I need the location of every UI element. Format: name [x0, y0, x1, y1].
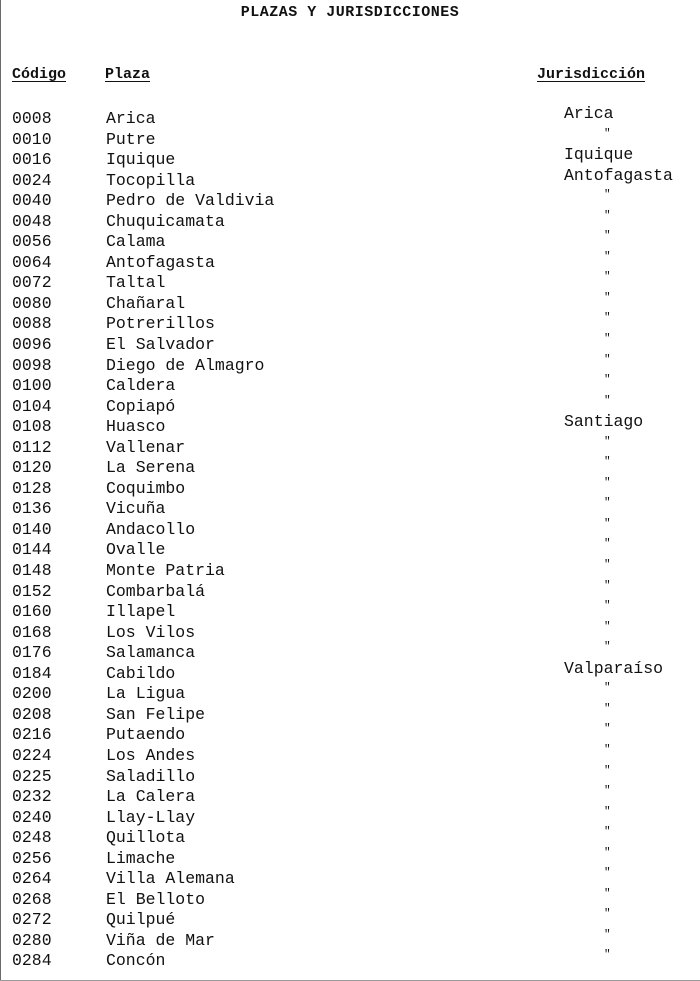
jurisdiccion-ditto-mark: " [604, 209, 611, 222]
codigo-cell: 0072 [12, 273, 52, 293]
codigo-cell: 0284 [12, 951, 52, 971]
plaza-cell: La Calera [106, 787, 196, 807]
plaza-cell: Vicuña [106, 499, 166, 519]
codigo-cell: 0225 [12, 766, 52, 786]
jurisdiccion-ditto-mark: " [604, 723, 611, 736]
table-row [0, 658, 700, 685]
plaza-cell: Diego de Almagro [106, 355, 265, 375]
plaza-cell: Monte Patria [106, 561, 225, 581]
table-row [0, 314, 700, 335]
table-row [0, 743, 700, 767]
codigo-cell: 0168 [12, 622, 52, 642]
table-row [0, 209, 700, 233]
plaza-cell: Saladillo [106, 766, 196, 786]
jurisdiccion-ditto-mark: " [604, 476, 611, 489]
codigo-cell: 0272 [12, 910, 52, 930]
codigo-cell: 0112 [12, 437, 52, 457]
table-row [0, 499, 700, 520]
codigo-cell: 0176 [12, 643, 52, 663]
column-header-plaza: Plaza [105, 66, 151, 83]
codigo-cell: 0256 [12, 848, 52, 868]
plaza-cell: Ovalle [106, 540, 166, 560]
codigo-cell: 0080 [12, 293, 52, 313]
column-header-codigo: Código [12, 66, 67, 83]
codigo-cell: 0098 [12, 355, 52, 375]
plaza-cell: Calama [106, 232, 166, 252]
jurisdiccion-ditto-mark: " [604, 127, 611, 140]
table-row [0, 273, 700, 294]
jurisdiccion-ditto-mark: " [604, 867, 611, 880]
jurisdiccion-ditto-mark: " [604, 333, 611, 346]
plaza-cell: El Belloto [106, 889, 206, 909]
table-row [0, 702, 700, 726]
codigo-cell: 0008 [12, 109, 52, 128]
plaza-cell: Salamanca [106, 643, 196, 663]
table-row [0, 476, 700, 500]
codigo-cell: 0140 [12, 519, 52, 539]
plaza-cell: Chañaral [106, 293, 186, 313]
codigo-cell: 0128 [12, 478, 52, 498]
codigo-cell: 0268 [12, 889, 52, 909]
jurisdiccion-ditto-mark: " [604, 312, 611, 325]
plaza-cell: Quilpué [106, 910, 176, 930]
plaza-cell: Viña de Mar [106, 930, 215, 950]
plaza-cell: Copiapó [106, 396, 176, 416]
table-row [0, 458, 700, 479]
plaza-cell: La Ligua [106, 684, 186, 704]
jurisdiccion-cell: Arica [564, 104, 614, 123]
jurisdiccion-ditto-mark: " [604, 517, 611, 530]
codigo-cell: 0144 [12, 540, 52, 560]
plaza-cell: Huasco [106, 417, 166, 437]
plaza-cell: Llay-Llay [106, 807, 196, 827]
jurisdiccion-cell: Valparaíso [564, 658, 664, 678]
jurisdiccion-cell: Santiago [564, 412, 644, 432]
plaza-cell: Chuquicamata [106, 211, 225, 231]
jurisdiccion-ditto-mark: " [604, 230, 611, 243]
plaza-cell: Quillota [106, 828, 186, 848]
jurisdiccion-ditto-mark: " [604, 394, 611, 407]
plaza-cell: Tocopilla [106, 170, 196, 190]
codigo-cell: 0208 [12, 704, 52, 724]
codigo-cell: 0160 [12, 602, 52, 622]
jurisdiccion-ditto-mark: " [604, 559, 611, 572]
jurisdiccion-ditto-mark: " [604, 620, 611, 633]
plaza-cell: Combarbalá [106, 581, 206, 601]
table-row [0, 805, 700, 829]
codigo-cell: 0248 [12, 828, 52, 848]
plaza-cell: Los Vilos [106, 622, 196, 642]
codigo-cell: 0232 [12, 787, 52, 807]
plaza-cell: Arica [106, 109, 156, 128]
jurisdiccion-ditto-mark: " [604, 949, 611, 962]
codigo-cell: 0104 [12, 396, 52, 416]
table-row [0, 165, 700, 192]
codigo-cell: 0016 [12, 150, 52, 170]
codigo-cell: 0264 [12, 869, 52, 889]
plaza-cell: Caldera [106, 376, 176, 396]
jurisdiccion-ditto-mark: " [604, 702, 611, 715]
jurisdiccion-ditto-mark: " [604, 826, 611, 839]
plaza-cell: Iquique [106, 150, 176, 170]
jurisdiccion-cell: Antofagasta [564, 165, 673, 185]
plaza-cell: Illapel [106, 602, 176, 622]
plaza-cell: Vallenar [106, 437, 186, 457]
table-row [0, 412, 700, 438]
plaza-cell: Cabildo [106, 663, 176, 683]
codigo-cell: 0100 [12, 376, 52, 396]
codigo-cell: 0108 [12, 417, 52, 437]
table-row [0, 928, 700, 952]
codigo-cell: 0096 [12, 335, 52, 355]
table-row [0, 232, 700, 253]
plaza-cell: Andacollo [106, 519, 196, 539]
table-row [0, 579, 700, 603]
codigo-cell: 0224 [12, 745, 52, 765]
codigo-cell: 0056 [12, 232, 52, 252]
table-row [0, 376, 700, 397]
jurisdiccion-ditto-mark: " [604, 374, 611, 387]
jurisdiccion-ditto-mark: " [604, 600, 611, 613]
jurisdiccion-ditto-mark: " [604, 682, 611, 695]
plaza-cell: Putre [106, 129, 156, 149]
table-row [0, 602, 700, 623]
table-row [0, 250, 700, 274]
jurisdiccion-ditto-mark: " [604, 497, 611, 510]
table-row [0, 725, 700, 746]
jurisdiccion-ditto-mark: " [604, 353, 611, 366]
jurisdiccion-ditto-mark: " [604, 805, 611, 818]
plaza-cell: El Salvador [106, 335, 215, 355]
plazas-table [0, 104, 700, 972]
table-row [0, 869, 700, 890]
jurisdiccion-ditto-mark: " [604, 743, 611, 756]
codigo-cell: 0148 [12, 561, 52, 581]
jurisdiccion-ditto-mark: " [604, 189, 611, 202]
plaza-cell: Putaendo [106, 725, 186, 745]
column-header-jurisdiccion: Jurisdicción [537, 66, 646, 83]
table-row [0, 846, 700, 870]
jurisdiccion-ditto-mark: " [604, 785, 611, 798]
jurisdiccion-ditto-mark: " [604, 538, 611, 551]
jurisdiccion-ditto-mark: " [604, 291, 611, 304]
table-row [0, 910, 700, 931]
table-row [0, 764, 700, 788]
table-row [0, 335, 700, 356]
jurisdiccion-cell: Iquique [564, 145, 634, 165]
codigo-cell: 0152 [12, 581, 52, 601]
codigo-cell: 0048 [12, 211, 52, 231]
table-row [0, 291, 700, 315]
table-row [0, 684, 700, 705]
table-row [0, 191, 700, 212]
table-row [0, 887, 700, 911]
jurisdiccion-ditto-mark: " [604, 250, 611, 263]
codigo-cell: 0200 [12, 684, 52, 704]
codigo-cell: 0184 [12, 663, 52, 683]
jurisdiccion-ditto-mark: " [604, 764, 611, 777]
codigo-cell: 0240 [12, 807, 52, 827]
jurisdiccion-ditto-mark: " [604, 435, 611, 448]
table-row [0, 104, 700, 130]
plaza-cell: Potrerillos [106, 314, 215, 334]
codigo-cell: 0280 [12, 930, 52, 950]
table-row [0, 353, 700, 377]
plaza-cell: Coquimbo [106, 478, 186, 498]
plaza-cell: Villa Alemana [106, 869, 235, 889]
codigo-cell: 0024 [12, 170, 52, 190]
plaza-cell: Taltal [106, 273, 166, 293]
jurisdiccion-ditto-mark: " [604, 928, 611, 941]
plaza-cell: Limache [106, 848, 176, 868]
codigo-cell: 0088 [12, 314, 52, 334]
table-row [0, 561, 700, 582]
page-title: PLAZAS Y JURISDICCIONES [240, 4, 460, 21]
plaza-cell: Concón [106, 951, 166, 971]
codigo-cell: 0010 [12, 129, 52, 149]
table-row [0, 951, 700, 972]
jurisdiccion-ditto-mark: " [604, 887, 611, 900]
table-row [0, 620, 700, 644]
jurisdiccion-ditto-mark: " [604, 846, 611, 859]
codigo-cell: 0136 [12, 499, 52, 519]
plaza-cell: Los Andes [106, 745, 196, 765]
table-row [0, 787, 700, 808]
jurisdiccion-ditto-mark: " [604, 456, 611, 469]
table-row [0, 540, 700, 561]
plaza-cell: San Felipe [106, 704, 206, 724]
plaza-cell: Pedro de Valdivia [106, 191, 275, 211]
table-row [0, 517, 700, 541]
plaza-cell: La Serena [106, 458, 196, 478]
jurisdiccion-ditto-mark: " [604, 908, 611, 921]
jurisdiccion-ditto-mark: " [604, 579, 611, 592]
codigo-cell: 0120 [12, 458, 52, 478]
plaza-cell: Antofagasta [106, 252, 215, 272]
codigo-cell: 0216 [12, 725, 52, 745]
codigo-cell: 0040 [12, 191, 52, 211]
jurisdiccion-ditto-mark: " [604, 641, 611, 654]
table-row [0, 828, 700, 849]
table-row [0, 435, 700, 459]
codigo-cell: 0064 [12, 252, 52, 272]
jurisdiccion-ditto-mark: " [604, 271, 611, 284]
